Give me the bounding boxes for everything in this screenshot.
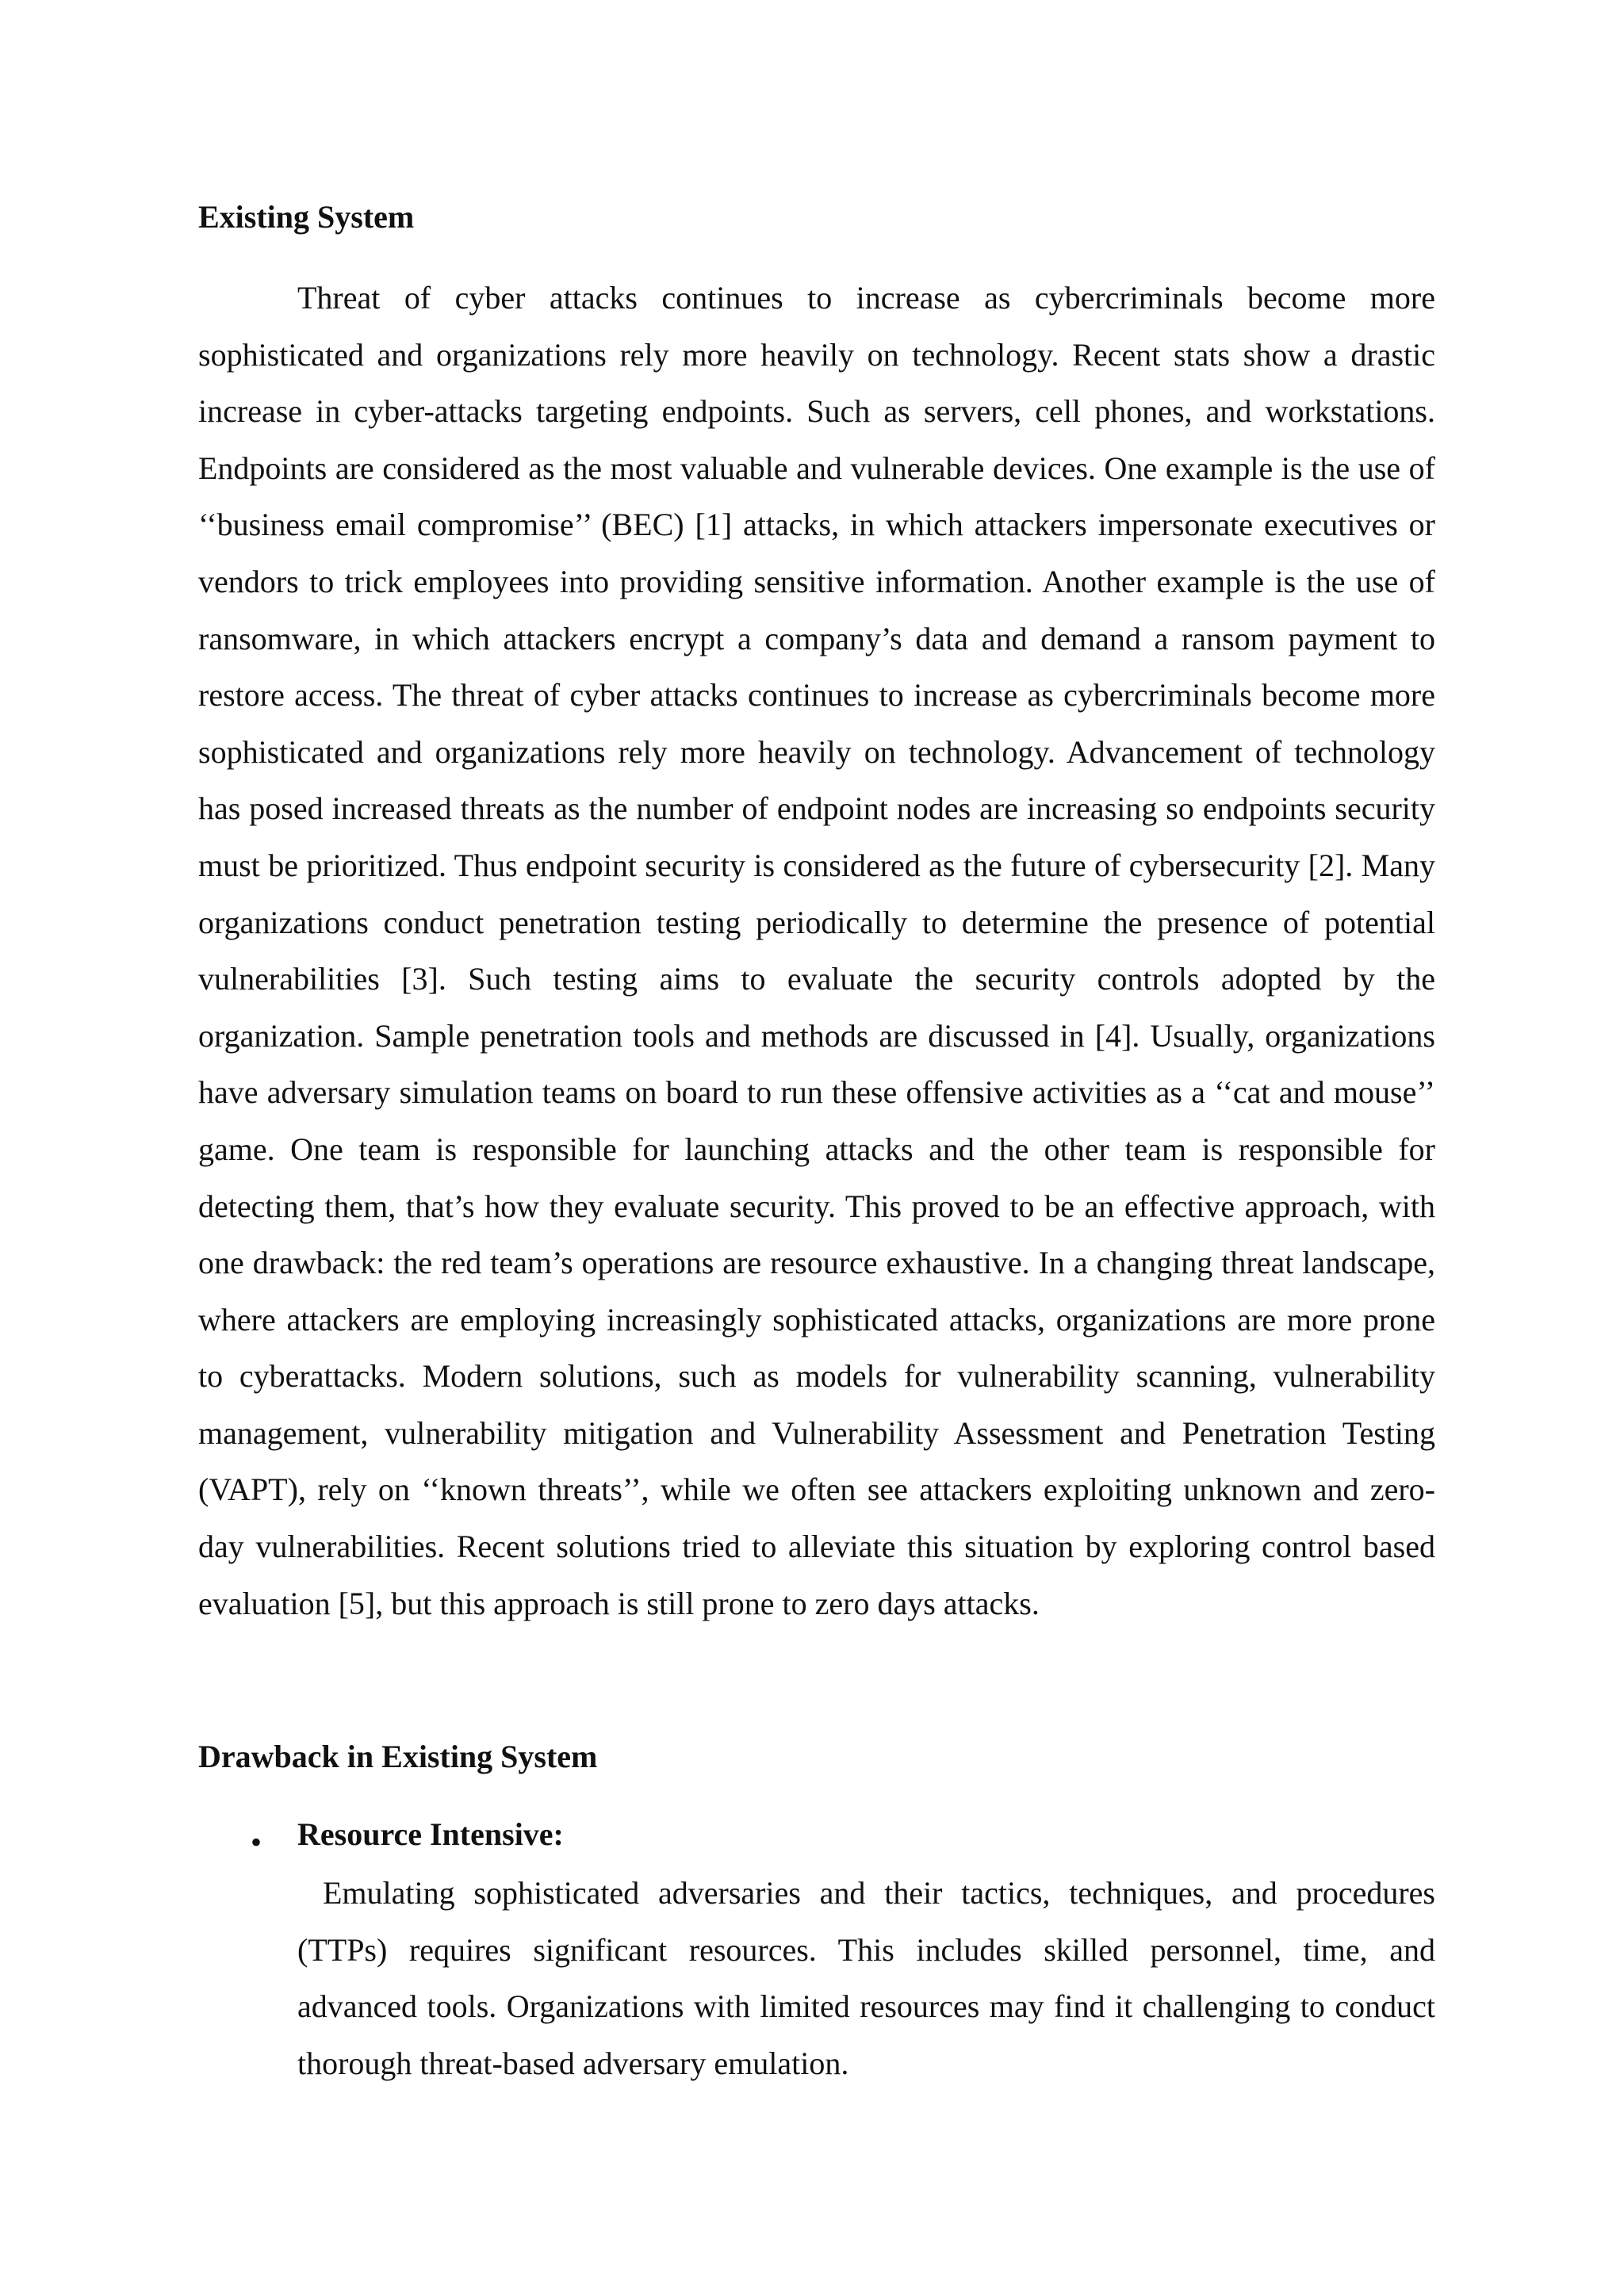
bullet-icon: •	[251, 1824, 262, 1860]
section-heading-drawback: Drawback in Existing System	[198, 1739, 598, 1774]
existing-system-paragraph: Threat of cyber attacks continues to increase as cybercriminals become more sophisticated and organizations rely more heavily on technology. Recent stats show a drastic increase in cyber-attacks targeting endpoints. Such as servers, cell phones, and workstations. Endpoints are considered as the most valuable and vulnerable devices. One example is the use of ‘‘business email compromise’’ (BEC) [1] attacks, in which attackers impersonate executives or vendors to trick employees into providing sensitive information. Another example is the use of ransomware, in which attackers encrypt a company’s data and demand a ransom payment to restore access. The threat of cyber attacks continues to increase as cybercriminals become more sophisticated and organizations rely more heavily on technology. Advancement of technology has posed increased threats as the number of endpoint nodes are increasing so endpoints security must be prioritized. Thus endpoint security is considered as the future of cybersecurity [2]. Many organizations conduct penetration testing periodically to determine the presence of potential vulnerabilities [3]. Such testing aims to evaluate the security controls adopted by the organization. Sample penetration tools and methods are discussed in [4]. Usually, organizations have adversary simulation teams on board to run these offensive activities as a ‘‘cat and mouse’’ game. One team is responsible for launching attacks and the other team is responsible for detecting them, that’s how they evaluate security. This proved to be an effective approach, with one drawback: the red team’s operations are resource exhaustive. In a changing threat landscape, where attackers are employing increasingly sophisticated attacks, organizations are more prone to cyberattacks. Modern solutions, such as models for vulnerability scanning, vulnerability management, vulnerability mitigation and Vulnerability Assessment and Penetration Testing (VAPT), rely on ‘‘known threats’’, while we often see attackers exploiting unknown and zero-day vulnerabilities. Recent solutions tried to alleviate this situation by exploring control based evaluation [5], but this approach is still prone to zero days attacks.	[198, 280, 1435, 1621]
section-heading-existing-system: Existing System	[198, 199, 415, 235]
drawback-item-body: Emulating sophisticated adversaries and their tactics, techniques, and procedures (TTPs) requires significant resources. This includes skilled personnel, time, and advanced tools. Organizations with limited resources may find it challenging to conduct thorough threat-based adversary emulation.	[297, 1875, 1435, 2081]
drawback-item-title: Resource Intensive:	[297, 1816, 564, 1852]
list-item	[198, 1816, 1435, 2091]
drawback-list	[198, 1816, 1435, 2091]
